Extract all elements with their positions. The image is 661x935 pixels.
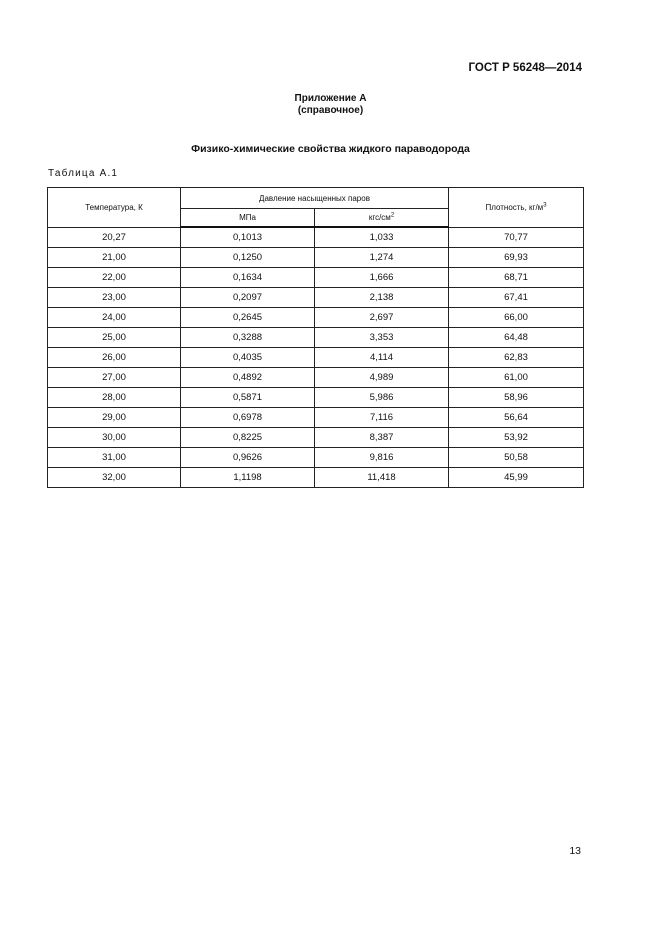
cell-temperature: 25,00 bbox=[48, 328, 181, 348]
table-row bbox=[48, 348, 584, 368]
table-row bbox=[48, 288, 584, 308]
table-row bbox=[48, 388, 584, 408]
table-row bbox=[48, 328, 584, 348]
table-row bbox=[48, 268, 584, 288]
header-kgf-exponent: 2 bbox=[390, 212, 395, 219]
appendix-heading bbox=[0, 93, 661, 117]
header-mpa: МПа bbox=[181, 209, 315, 228]
cell-pressure-mpa: 0,2097 bbox=[181, 288, 315, 308]
cell-temperature: 29,00 bbox=[48, 408, 181, 428]
header-density-label: Плотность, кг/м bbox=[485, 202, 544, 212]
header-kgf bbox=[315, 209, 449, 228]
cell-pressure-mpa: 1,1198 bbox=[181, 468, 315, 488]
cell-pressure-mpa: 0,6978 bbox=[181, 408, 315, 428]
cell-pressure-kgf: 4,989 bbox=[315, 368, 449, 388]
cell-density: 45,99 bbox=[449, 468, 584, 488]
cell-density: 68,71 bbox=[449, 268, 584, 288]
table-body bbox=[48, 227, 584, 488]
header-pressure-group: Давление насыщенных паров bbox=[181, 188, 449, 209]
cell-pressure-mpa: 0,1013 bbox=[181, 227, 315, 248]
table-row bbox=[48, 227, 584, 248]
cell-density: 67,41 bbox=[449, 288, 584, 308]
cell-density: 62,83 bbox=[449, 348, 584, 368]
cell-pressure-kgf: 3,353 bbox=[315, 328, 449, 348]
cell-pressure-mpa: 0,8225 bbox=[181, 428, 315, 448]
table-row bbox=[48, 308, 584, 328]
properties-table bbox=[47, 187, 584, 488]
cell-density: 66,00 bbox=[449, 308, 584, 328]
cell-pressure-mpa: 0,2645 bbox=[181, 308, 315, 328]
table-row bbox=[48, 448, 584, 468]
cell-density: 58,96 bbox=[449, 388, 584, 408]
cell-temperature: 30,00 bbox=[48, 428, 181, 448]
section-title: Физико-химические свойства жидкого параводорода bbox=[191, 143, 470, 155]
cell-pressure-mpa: 0,1634 bbox=[181, 268, 315, 288]
table-row bbox=[48, 428, 584, 448]
table-row bbox=[48, 408, 584, 428]
table-row bbox=[48, 468, 584, 488]
cell-pressure-mpa: 0,4035 bbox=[181, 348, 315, 368]
header-temperature: Температура, К bbox=[48, 188, 181, 228]
table-row bbox=[48, 248, 584, 268]
appendix-subtitle: (справочное) bbox=[297, 105, 364, 116]
cell-pressure-kgf: 8,387 bbox=[315, 428, 449, 448]
cell-density: 69,93 bbox=[449, 248, 584, 268]
cell-temperature: 31,00 bbox=[48, 448, 181, 468]
cell-temperature: 27,00 bbox=[48, 368, 181, 388]
cell-density: 50,58 bbox=[449, 448, 584, 468]
cell-density: 56,64 bbox=[449, 408, 584, 428]
cell-density: 64,48 bbox=[449, 328, 584, 348]
cell-density: 53,92 bbox=[449, 428, 584, 448]
table-label: Таблица А.1 bbox=[48, 168, 119, 179]
cell-pressure-kgf: 1,033 bbox=[315, 227, 449, 248]
cell-pressure-mpa: 0,1250 bbox=[181, 248, 315, 268]
header-kgf-label: кгс/см bbox=[368, 213, 391, 222]
cell-pressure-kgf: 2,138 bbox=[315, 288, 449, 308]
header-density bbox=[449, 188, 584, 228]
cell-temperature: 22,00 bbox=[48, 268, 181, 288]
table-row bbox=[48, 368, 584, 388]
appendix-title: Приложение А bbox=[294, 93, 367, 104]
cell-temperature: 26,00 bbox=[48, 348, 181, 368]
cell-temperature: 23,00 bbox=[48, 288, 181, 308]
cell-pressure-mpa: 0,5871 bbox=[181, 388, 315, 408]
cell-pressure-mpa: 0,9626 bbox=[181, 448, 315, 468]
cell-temperature: 20,27 bbox=[48, 227, 181, 248]
cell-temperature: 32,00 bbox=[48, 468, 181, 488]
page-number: 13 bbox=[569, 845, 581, 857]
cell-pressure-kgf: 5,986 bbox=[315, 388, 449, 408]
header-density-exponent: 3 bbox=[543, 202, 547, 209]
cell-pressure-mpa: 0,3288 bbox=[181, 328, 315, 348]
document-code: ГОСТ Р 56248—2014 bbox=[468, 62, 582, 74]
cell-pressure-kgf: 2,697 bbox=[315, 308, 449, 328]
cell-pressure-kgf: 11,418 bbox=[315, 468, 449, 488]
cell-pressure-kgf: 1,274 bbox=[315, 248, 449, 268]
cell-pressure-kgf: 4,114 bbox=[315, 348, 449, 368]
cell-pressure-kgf: 9,816 bbox=[315, 448, 449, 468]
cell-density: 61,00 bbox=[449, 368, 584, 388]
cell-pressure-mpa: 0,4892 bbox=[181, 368, 315, 388]
cell-pressure-kgf: 7,116 bbox=[315, 408, 449, 428]
cell-temperature: 24,00 bbox=[48, 308, 181, 328]
cell-density: 70,77 bbox=[449, 227, 584, 248]
cell-temperature: 21,00 bbox=[48, 248, 181, 268]
cell-temperature: 28,00 bbox=[48, 388, 181, 408]
cell-pressure-kgf: 1,666 bbox=[315, 268, 449, 288]
